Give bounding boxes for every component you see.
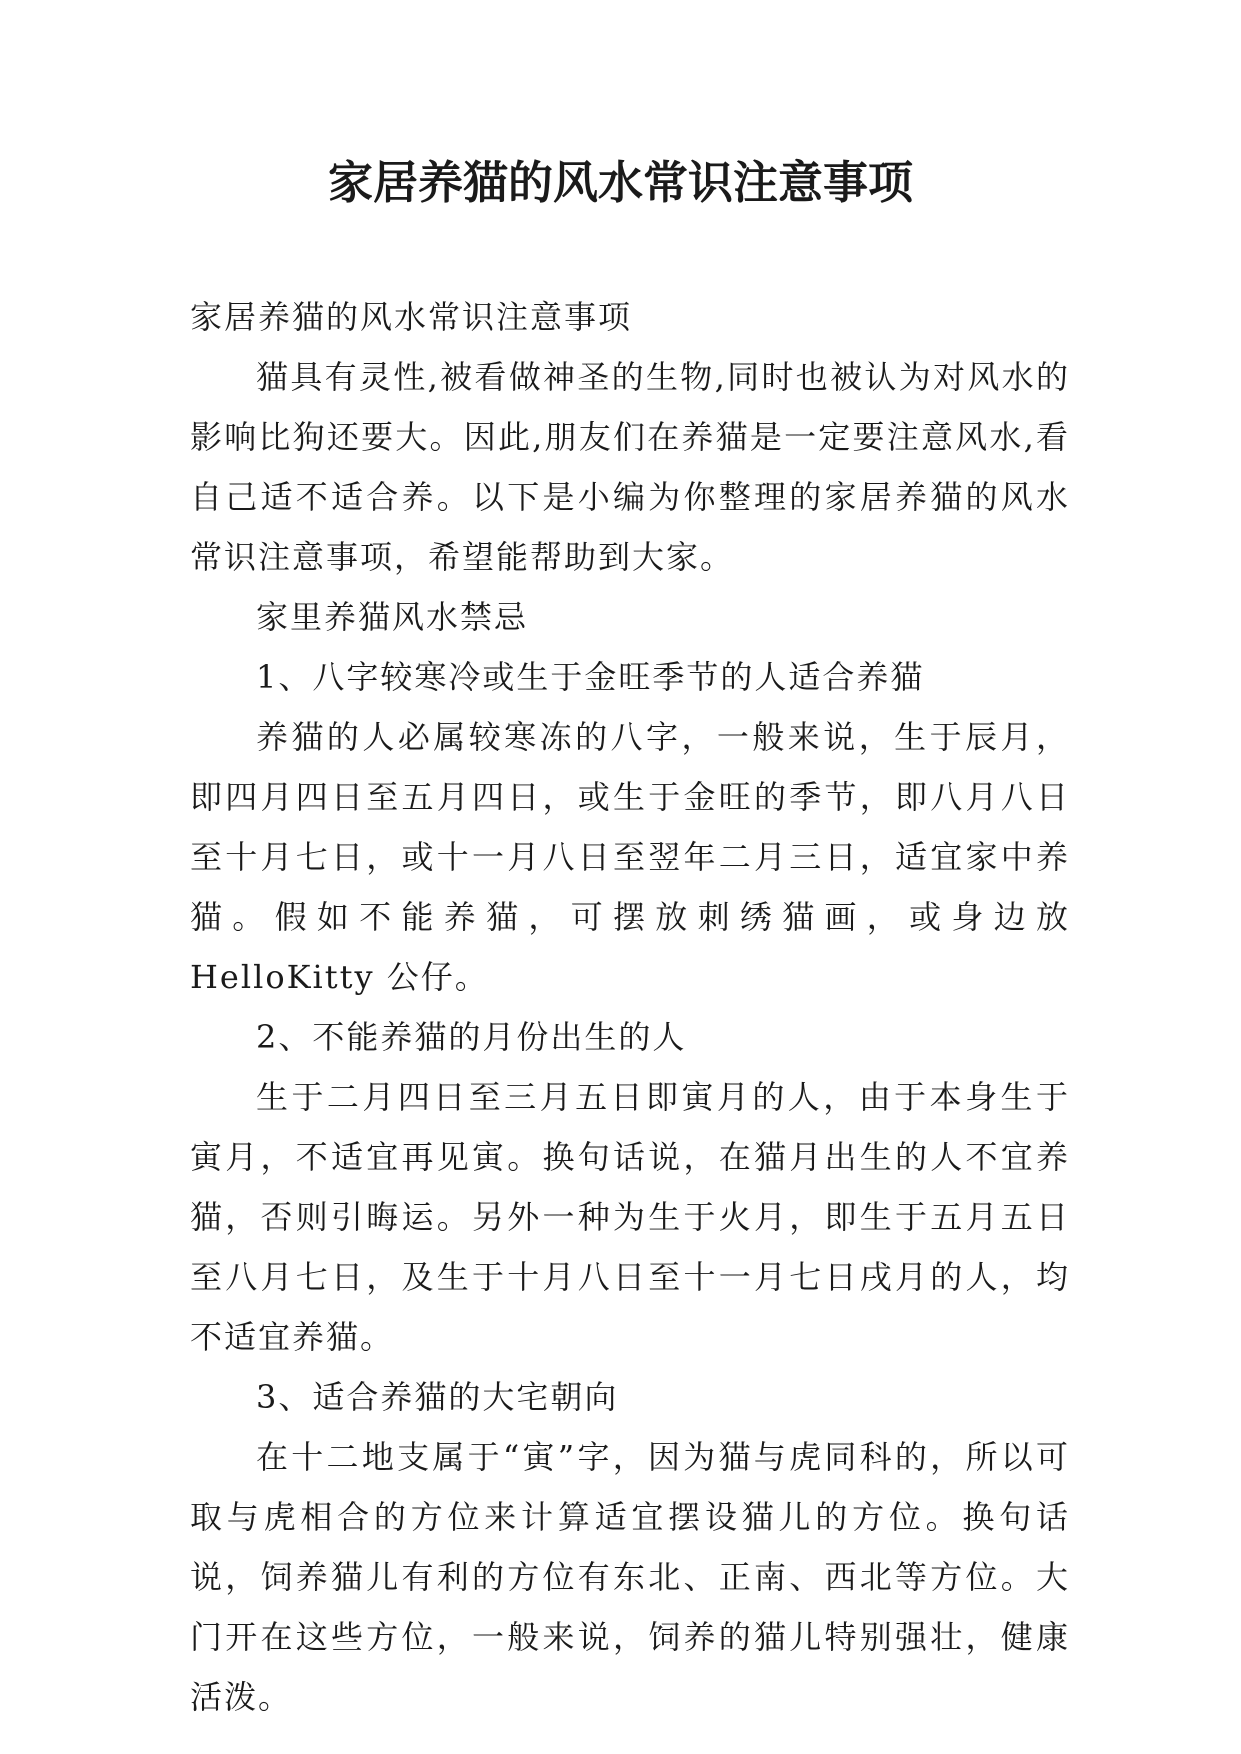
- section-heading-taboos: 家里养猫风水禁忌: [256, 598, 529, 636]
- item-body-2: 生于二月四日至三月五日即寅月的人，由于本身生于寅月，不适宜再见寅。换句话说，在猫月出生的人不宜养猫，否则引晦运。另外一种为生于火月，即生于五月五日至八月七日，及生于十月八日至十一月七日戌月的人，均不适宜养猫。: [190, 1078, 1070, 1356]
- item-body-3: 在十二地支属于“寅”字，因为猫与虎同科的，所以可取与虎相合的方位来计算适宜摆设猫儿的方位。换句话说，饲养猫儿有利的方位有东北、正南、西北等方位。大门开在这些方位，一般来说，饲养的猫儿特别强壮，健康活泼。: [190, 1438, 1070, 1716]
- document-title: 家居养猫的风水常识注意事项: [327, 156, 913, 209]
- item-heading-1: 1、八字较寒冷或生于金旺季节的人适合养猫: [256, 658, 925, 696]
- paragraph-intro: 猫具有灵性,被看做神圣的生物,同时也被认为对风水的影响比狗还要大。因此,朋友们在养猫是一定要注意风水,看自己适不适合养。以下是小编为你整理的家居养猫的风水常识注意事项，希望能帮助到大家。: [190, 358, 1070, 576]
- paragraph-subtitle: 家居养猫的风水常识注意事项: [190, 298, 633, 336]
- document-body: [190, 287, 1070, 1727]
- item-heading-3: 3、适合养猫的大宅朝向: [256, 1378, 619, 1416]
- item-heading-2: 2、不能养猫的月份出生的人: [256, 1018, 687, 1056]
- item-body-1: 养猫的人必属较寒冻的八字，一般来说，生于辰月，即四月四日至五月四日，或生于金旺的季节，即八月八日至十月七日，或十一月八日至翌年二月三日，适宜家中养猫。假如不能养猫，可摆放刺绣猫画，或身边放 HelloKitty 公仔。: [190, 718, 1070, 996]
